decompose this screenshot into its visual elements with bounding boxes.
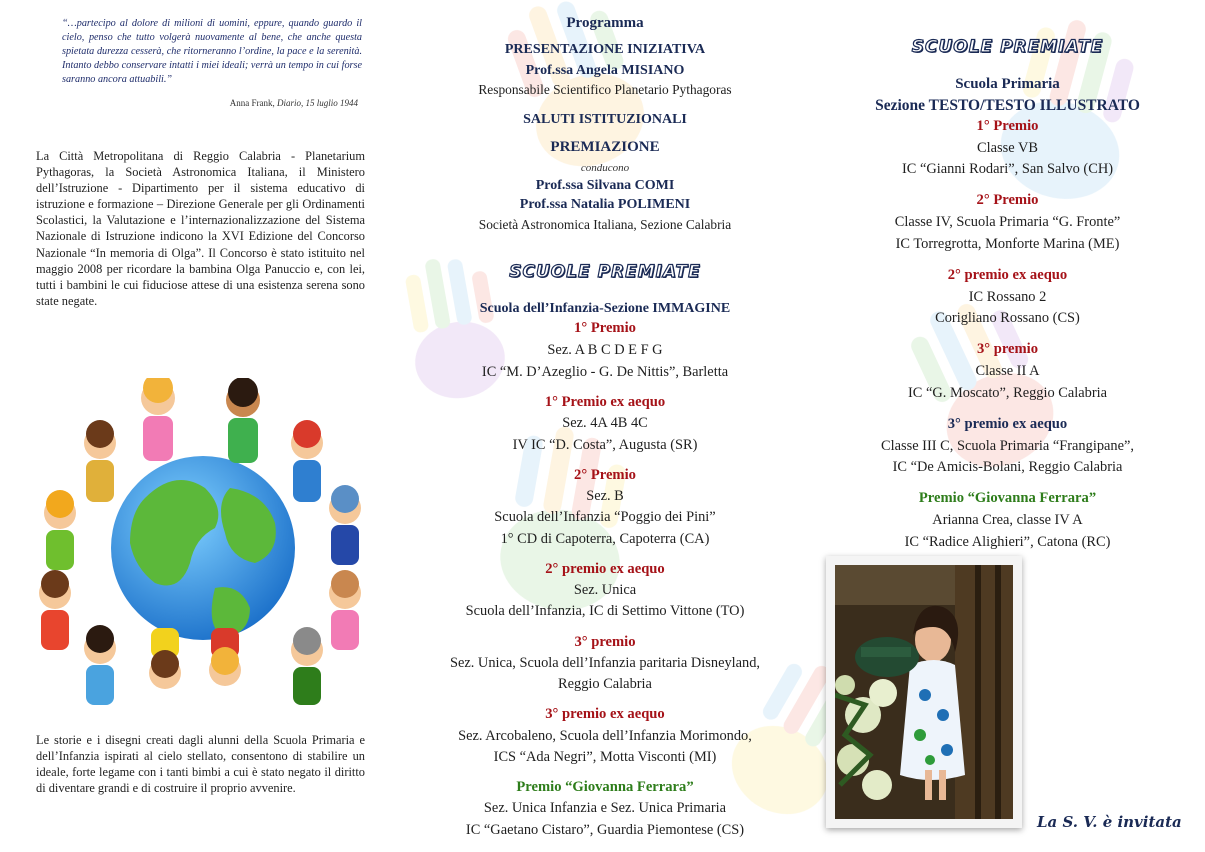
scuole-premiate-banner: SCUOLE PREMIATE bbox=[509, 262, 701, 282]
prize-detail: Arianna Crea, classe IV A bbox=[932, 512, 1083, 528]
prize-detail: IC Rossano 2 bbox=[968, 289, 1047, 305]
presenter-role: Responsabile Scientifico Planetario Pythagoras bbox=[478, 82, 732, 97]
child-figure bbox=[84, 625, 116, 705]
quote-attribution bbox=[230, 98, 358, 108]
primaria-section-title: Scuola Primaria bbox=[955, 76, 1060, 92]
conducted-by: conducono bbox=[580, 162, 630, 174]
hosts-organization: Società Astronomica Italiana, Sezione Calabria bbox=[478, 217, 732, 232]
child-figure bbox=[226, 378, 260, 463]
olga-photo bbox=[835, 565, 1013, 819]
prize-detail: Sez. Unica Infanzia e Sez. Unica Primaria bbox=[483, 800, 727, 816]
infanzia-section-title: Scuola dell’Infanzia-Sezione IMMAGINE bbox=[479, 301, 731, 316]
special-prize-label: Premio “Giovanna Ferrara” bbox=[918, 490, 1097, 506]
child-figure bbox=[209, 628, 241, 686]
scuole-premiate-banner: SCUOLE PREMIATE bbox=[911, 37, 1104, 57]
prize-detail: IC “Gaetano Cistaro”, Guardia Piemontese (CS) bbox=[465, 822, 745, 838]
primaria-section-subtitle: Sezione TESTO/TESTO ILLUSTRATO bbox=[875, 97, 1140, 114]
prize-label: 3° premio bbox=[976, 341, 1039, 357]
prize-detail: Scuola dell’Infanzia, IC di Settimo Vittone (TO) bbox=[465, 603, 745, 619]
child-figure bbox=[149, 628, 181, 689]
prize-label: 2° premio ex aequo bbox=[947, 267, 1068, 283]
prize-detail: Corigliano Rossano (CS) bbox=[935, 310, 1080, 326]
host-comi: Prof.ssa Silvana COMI bbox=[535, 178, 675, 193]
prize-label: 2° premio ex aequo bbox=[545, 561, 665, 577]
child-figure bbox=[39, 570, 71, 650]
children-around-globe-illustration bbox=[25, 378, 375, 713]
prize-label: 1° Premio ex aequo bbox=[544, 394, 666, 410]
intro-paragraph: La Città Metropolitana di Reggio Calabria - Planetarium Pythagoras, la Società Astronomica Italiana, il Ministero dell’Istruzione - Dipartimento per il sistema educativo di istruzione e formazione – Direzione Generale per gli Ordinamenti Scolastici, la Valutazione e l’internazionalizzazione del Sistema Nazionale di Istruzione indicono la XVI Edizione del Concorso Nazionale “In memoria di Olga”. Il Concorso è stato istituito nel maggio 2008 per ricordare la bambina Olga Panuccio e, con lei, tutti i bambini le cui fiduciose attese di una esistenza serena sono state negate. bbox=[36, 149, 365, 308]
prize-label: 2° Premio bbox=[976, 192, 1039, 208]
invitation-signature: La S. V. è invitata bbox=[1037, 813, 1182, 831]
prize-detail: Classe III C, Scuola Primaria “Frangipane”, bbox=[881, 438, 1134, 454]
prize-label: 3° premio ex aequo bbox=[545, 706, 665, 722]
left-column bbox=[0, 0, 400, 852]
quote-author: Anna Frank, bbox=[229, 98, 277, 108]
greetings-heading: SALUTI ISTITUZIONALI bbox=[523, 112, 687, 127]
prize-detail: IC “De Amicis-Bolani, Reggio Calabria bbox=[892, 459, 1123, 475]
prize-detail: Scuola dell’Infanzia “Poggio dei Pini” bbox=[494, 509, 716, 525]
special-prize-label: Premio “Giovanna Ferrara” bbox=[516, 779, 694, 795]
child-figure bbox=[44, 490, 76, 570]
prize-detail: IC “Radice Alighieri”, Catona (RC) bbox=[904, 534, 1111, 550]
program-title: Programma bbox=[566, 15, 644, 31]
prize-label: 2° Premio bbox=[574, 467, 636, 483]
child-figure bbox=[329, 485, 361, 565]
prize-detail: IV IC “D. Costa”, Augusta (SR) bbox=[512, 437, 698, 453]
child-figure bbox=[141, 378, 175, 461]
middle-column bbox=[400, 0, 810, 852]
child-figure bbox=[291, 627, 323, 705]
anne-frank-quote: “…partecipo al dolore di milioni di uomini, eppure, quando guardo il cielo, penso che tutto volgerà nuovamente al bene, che anche questa spietata durezza cesserà, che ritorneranno l’ordine, la pace e la serenità. Intanto debbo conservare intatti i miei ideali; verrà un tempo in cui forse saranno ancora attuabili.” bbox=[62, 18, 362, 85]
girl-with-watering-can-image bbox=[835, 565, 1013, 819]
child-figure bbox=[84, 420, 116, 502]
prize-label: 1° Premio bbox=[976, 118, 1039, 134]
prize-detail: Sez. Arcobaleno, Scuola dell’Infanzia Morimondo, bbox=[458, 728, 752, 744]
prize-detail: IC Torregrotta, Monforte Marina (ME) bbox=[895, 236, 1120, 252]
prize-detail: 1° CD di Capoterra, Capoterra (CA) bbox=[500, 531, 710, 547]
prize-detail: IC “M. D’Azeglio - G. De Nittis”, Barletta bbox=[481, 364, 729, 380]
prize-detail: Classe VB bbox=[977, 140, 1038, 156]
host-polimeni: Prof.ssa Natalia POLIMENI bbox=[519, 197, 691, 212]
prize-detail: ICS “Ada Negri”, Motta Visconti (MI) bbox=[493, 749, 717, 765]
prize-detail: Reggio Calabria bbox=[558, 676, 652, 692]
quote-source: Diario, 15 luglio 1944 bbox=[276, 98, 358, 108]
child-figure bbox=[329, 570, 361, 650]
prize-detail: IC “G. Moscato”, Reggio Calabria bbox=[907, 385, 1108, 401]
child-figure bbox=[291, 420, 323, 502]
prize-detail: Sez. 4A 4B 4C bbox=[562, 415, 648, 431]
prize-detail: Sez. A B C D E F G bbox=[547, 342, 663, 358]
prize-label: 3° premio bbox=[574, 634, 636, 650]
olga-photo-frame bbox=[826, 556, 1022, 828]
prize-detail: Sez. B bbox=[586, 488, 624, 504]
outro-paragraph: Le storie e i disegni creati dagli alunni della Scuola Primaria e dell’Infanzia ispirati al cielo stellato, consentono di stabilire un ideale, forte legame con i tanti bimbi a cui è stato negato il diritto di diventare grandi e di costruire il proprio avvenire. bbox=[36, 733, 365, 796]
prize-detail: IC “Gianni Rodari”, San Salvo (CH) bbox=[901, 161, 1114, 177]
award-heading: PREMIAZIONE bbox=[550, 139, 660, 155]
presentation-heading: PRESENTAZIONE INIZIATIVA bbox=[504, 42, 706, 57]
prize-detail: Sez. Unica bbox=[573, 582, 637, 598]
prize-detail: Sez. Unica, Scuola dell’Infanzia paritaria Disneyland, bbox=[449, 655, 761, 671]
prize-detail: Classe II A bbox=[975, 363, 1040, 379]
prize-label: 1° Premio bbox=[574, 320, 636, 336]
prize-detail: Classe IV, Scuola Primaria “G. Fronte” bbox=[894, 214, 1121, 230]
prize-label: 3° premio ex aequo bbox=[947, 416, 1068, 432]
presenter-name: Prof.ssa Angela MISIANO bbox=[525, 63, 685, 78]
